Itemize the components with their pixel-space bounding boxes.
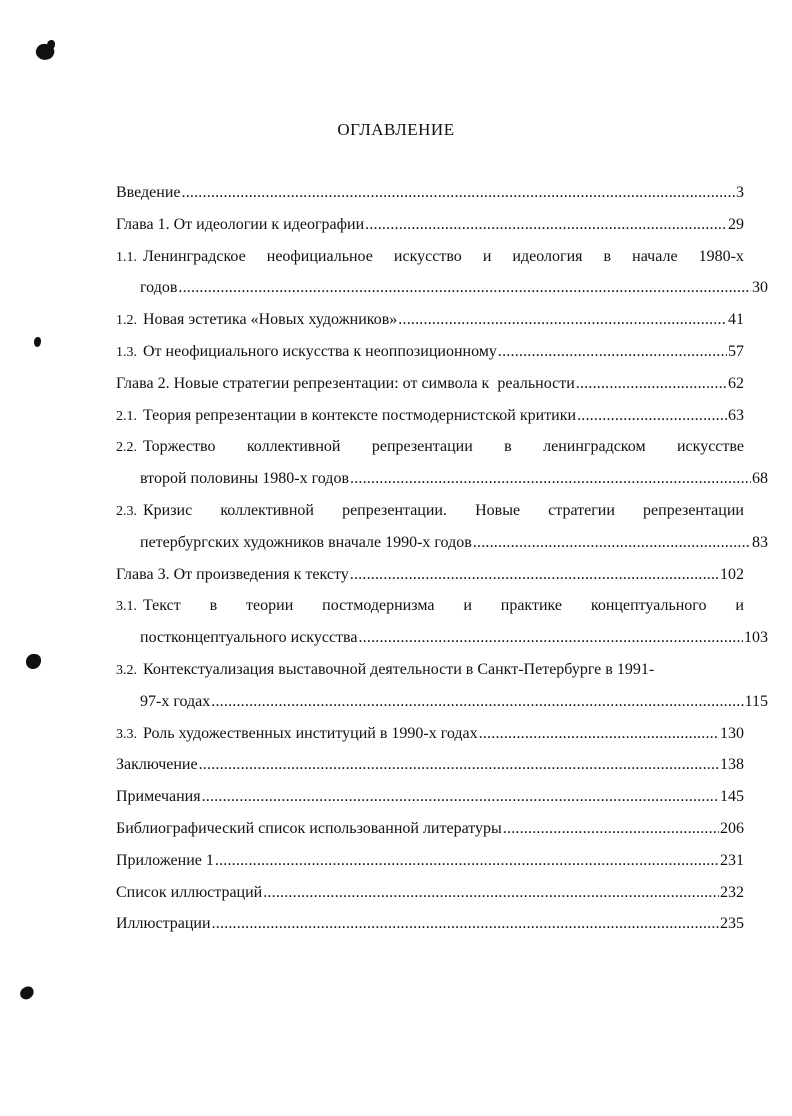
dot-leader bbox=[577, 406, 727, 426]
toc-entry-chapter-1[interactable] bbox=[116, 215, 744, 247]
toc-word: 1.1. Ленинградское bbox=[116, 247, 246, 265]
toc-word: в bbox=[209, 597, 218, 615]
dot-leader bbox=[199, 755, 719, 775]
toc-page-number: 138 bbox=[720, 756, 744, 774]
toc-entry-text: Контекстуализация выставочной деятельности в Санкт-Петербурге в 1991- bbox=[143, 660, 655, 678]
dot-leader bbox=[211, 692, 743, 712]
toc-word: и bbox=[482, 247, 492, 265]
toc-page-number: 102 bbox=[720, 565, 744, 583]
toc-entry-text: Глава 2. Новые стратегии репрезентации: от символа к реальности bbox=[116, 374, 575, 392]
toc-page-number: 63 bbox=[728, 406, 744, 424]
toc-word: Новые bbox=[475, 501, 521, 519]
section-number: 1.3. bbox=[116, 344, 137, 360]
toc-page-number: 62 bbox=[728, 374, 744, 392]
ink-blot bbox=[18, 985, 36, 1002]
toc-word: ленинградском bbox=[543, 438, 646, 456]
toc-entry-section-2-2[interactable] bbox=[116, 437, 744, 469]
toc-entry-section-2-2-cont[interactable] bbox=[116, 469, 768, 501]
toc-word: 3.1. Текст bbox=[116, 597, 181, 615]
toc-entry-text: Теория репрезентации в контексте постмодернистской критики bbox=[143, 406, 577, 424]
toc-page-number: 231 bbox=[720, 851, 744, 869]
toc-page-number: 206 bbox=[720, 819, 744, 837]
toc-entry-conclusion[interactable] bbox=[116, 755, 744, 787]
toc-word: репрезентации bbox=[371, 438, 473, 456]
toc-page-number: 145 bbox=[720, 788, 744, 806]
page-title: ОГЛАВЛЕНИЕ bbox=[337, 120, 455, 139]
dot-leader bbox=[182, 183, 736, 203]
toc-word: в bbox=[504, 438, 512, 456]
toc-word: и bbox=[735, 597, 744, 615]
toc-entry-section-2-3-cont[interactable] bbox=[116, 533, 768, 565]
toc-word: коллективной bbox=[220, 501, 314, 519]
toc-page-number: 68 bbox=[752, 470, 768, 488]
toc-entry-section-2-3[interactable] bbox=[116, 501, 744, 533]
toc-entry-text: Приложение 1 bbox=[116, 851, 214, 869]
toc-entry-chapter-2[interactable] bbox=[116, 374, 744, 406]
toc-entry-text: годов bbox=[140, 279, 178, 297]
section-number: 3.1. bbox=[116, 599, 137, 615]
toc-word: идеология bbox=[512, 247, 583, 265]
toc-word: стратегии bbox=[548, 501, 615, 519]
toc-page-number: 41 bbox=[728, 311, 744, 329]
toc-entry-section-1-1-cont[interactable] bbox=[116, 278, 768, 310]
toc-page-number: 3 bbox=[736, 184, 744, 201]
dot-leader bbox=[350, 565, 719, 585]
toc-word: репрезентации. bbox=[342, 501, 447, 519]
toc-page-number: 130 bbox=[720, 724, 744, 742]
section-number: 1.1. bbox=[116, 249, 137, 265]
toc-entry-text: Введение bbox=[116, 184, 181, 201]
dot-leader bbox=[576, 374, 727, 394]
toc-word: постмодернизма bbox=[322, 597, 435, 615]
toc-word: практике bbox=[500, 597, 563, 615]
toc-word: концептуального bbox=[590, 597, 707, 615]
toc-entry-text: Список иллюстраций bbox=[116, 883, 263, 901]
dot-leader bbox=[212, 914, 719, 934]
toc-page-number: 83 bbox=[752, 533, 768, 551]
toc-entry-section-1-2[interactable] bbox=[116, 310, 744, 342]
toc-entry-text: Новая эстетика «Новых художников» bbox=[143, 311, 398, 329]
toc-word: теории bbox=[246, 597, 294, 615]
toc-page-number: 103 bbox=[744, 629, 768, 647]
dot-leader bbox=[350, 469, 751, 489]
section-number: 3.3. bbox=[116, 726, 137, 742]
section-number: 2.2. bbox=[116, 440, 137, 456]
toc-page-number: 235 bbox=[720, 915, 744, 933]
toc-entry-text: Глава 1. От идеологии к идеографии bbox=[116, 215, 365, 233]
section-number: 2.1. bbox=[116, 408, 137, 424]
toc-word: в bbox=[603, 247, 612, 265]
toc-entry-intro[interactable] bbox=[116, 183, 744, 215]
dot-leader bbox=[202, 787, 719, 807]
toc-entry-text: 97-х годах bbox=[140, 692, 211, 710]
dot-leader bbox=[263, 883, 719, 903]
toc-entry-appendix-1[interactable] bbox=[116, 851, 744, 883]
toc-entry-section-3-1[interactable] bbox=[116, 596, 744, 628]
dot-leader bbox=[358, 628, 743, 648]
toc-page-number: 232 bbox=[720, 883, 744, 901]
toc-word: неофициальное bbox=[266, 247, 373, 265]
section-number: 3.2. bbox=[116, 662, 137, 678]
toc-entry-notes[interactable] bbox=[116, 787, 744, 819]
toc-entry-text: Роль художественных институций в 1990-х годах bbox=[143, 724, 478, 742]
toc-page-number: 115 bbox=[744, 692, 768, 710]
toc-word: коллективной bbox=[246, 438, 341, 456]
toc-entry-section-2-1[interactable] bbox=[116, 406, 744, 438]
toc-entry-section-1-3[interactable] bbox=[116, 342, 744, 374]
dot-leader bbox=[398, 310, 727, 330]
toc-entry-illustration-list[interactable] bbox=[116, 883, 744, 915]
toc-word: искусство bbox=[393, 247, 462, 265]
toc-entry-chapter-3[interactable] bbox=[116, 565, 744, 597]
section-number: 2.3. bbox=[116, 503, 137, 519]
dot-leader bbox=[365, 215, 727, 235]
toc-entry-text: Библиографический список использованной литературы bbox=[116, 819, 502, 837]
dot-leader bbox=[479, 724, 719, 744]
ink-blot bbox=[26, 654, 41, 669]
toc-entry-section-3-2[interactable] bbox=[116, 660, 744, 692]
dot-leader bbox=[473, 533, 751, 553]
toc-word: 2.3. Кризис bbox=[116, 501, 193, 519]
toc-entry-text: От неофициального искусства к неоппозиционному bbox=[143, 342, 497, 360]
toc-entry-section-3-3[interactable] bbox=[116, 724, 744, 756]
toc-word: 1980-х bbox=[698, 247, 744, 265]
toc-entry-text: второй половины 1980-х годов bbox=[140, 470, 349, 488]
toc-word: начале bbox=[632, 247, 678, 265]
dot-leader bbox=[215, 851, 719, 871]
toc-entry-text: Иллюстрации bbox=[116, 915, 211, 933]
toc-word: 2.2. Торжество bbox=[116, 438, 216, 456]
toc-word: и bbox=[463, 597, 472, 615]
toc-entry-bibliography[interactable] bbox=[116, 819, 744, 851]
toc-entry-text: постконцептуального искусства bbox=[140, 629, 358, 647]
toc-entry-text: Примечания bbox=[116, 788, 201, 806]
dot-leader bbox=[503, 819, 719, 839]
toc-page-number: 29 bbox=[728, 215, 744, 233]
ink-blot bbox=[34, 337, 41, 347]
toc-page-number: 57 bbox=[728, 342, 744, 360]
toc-entry-text: Заключение bbox=[116, 756, 198, 774]
toc-page-number: 30 bbox=[752, 279, 768, 297]
dot-leader bbox=[498, 342, 727, 362]
toc-entry-section-1-1[interactable] bbox=[116, 247, 744, 279]
toc-word: репрезентации bbox=[643, 501, 744, 519]
toc-entry-text: петербургских художников вначале 1990-х годов bbox=[140, 533, 472, 551]
toc-entry-section-3-1-cont[interactable] bbox=[116, 628, 768, 660]
toc-entry-illustrations[interactable] bbox=[116, 914, 744, 946]
table-of-contents bbox=[116, 183, 768, 946]
toc-entry-section-3-2-cont[interactable] bbox=[116, 692, 768, 724]
toc-entry-text: Глава 3. От произведения к тексту bbox=[116, 565, 349, 583]
dot-leader bbox=[178, 278, 751, 298]
section-number: 1.2. bbox=[116, 313, 137, 329]
toc-word: искусстве bbox=[676, 438, 744, 456]
